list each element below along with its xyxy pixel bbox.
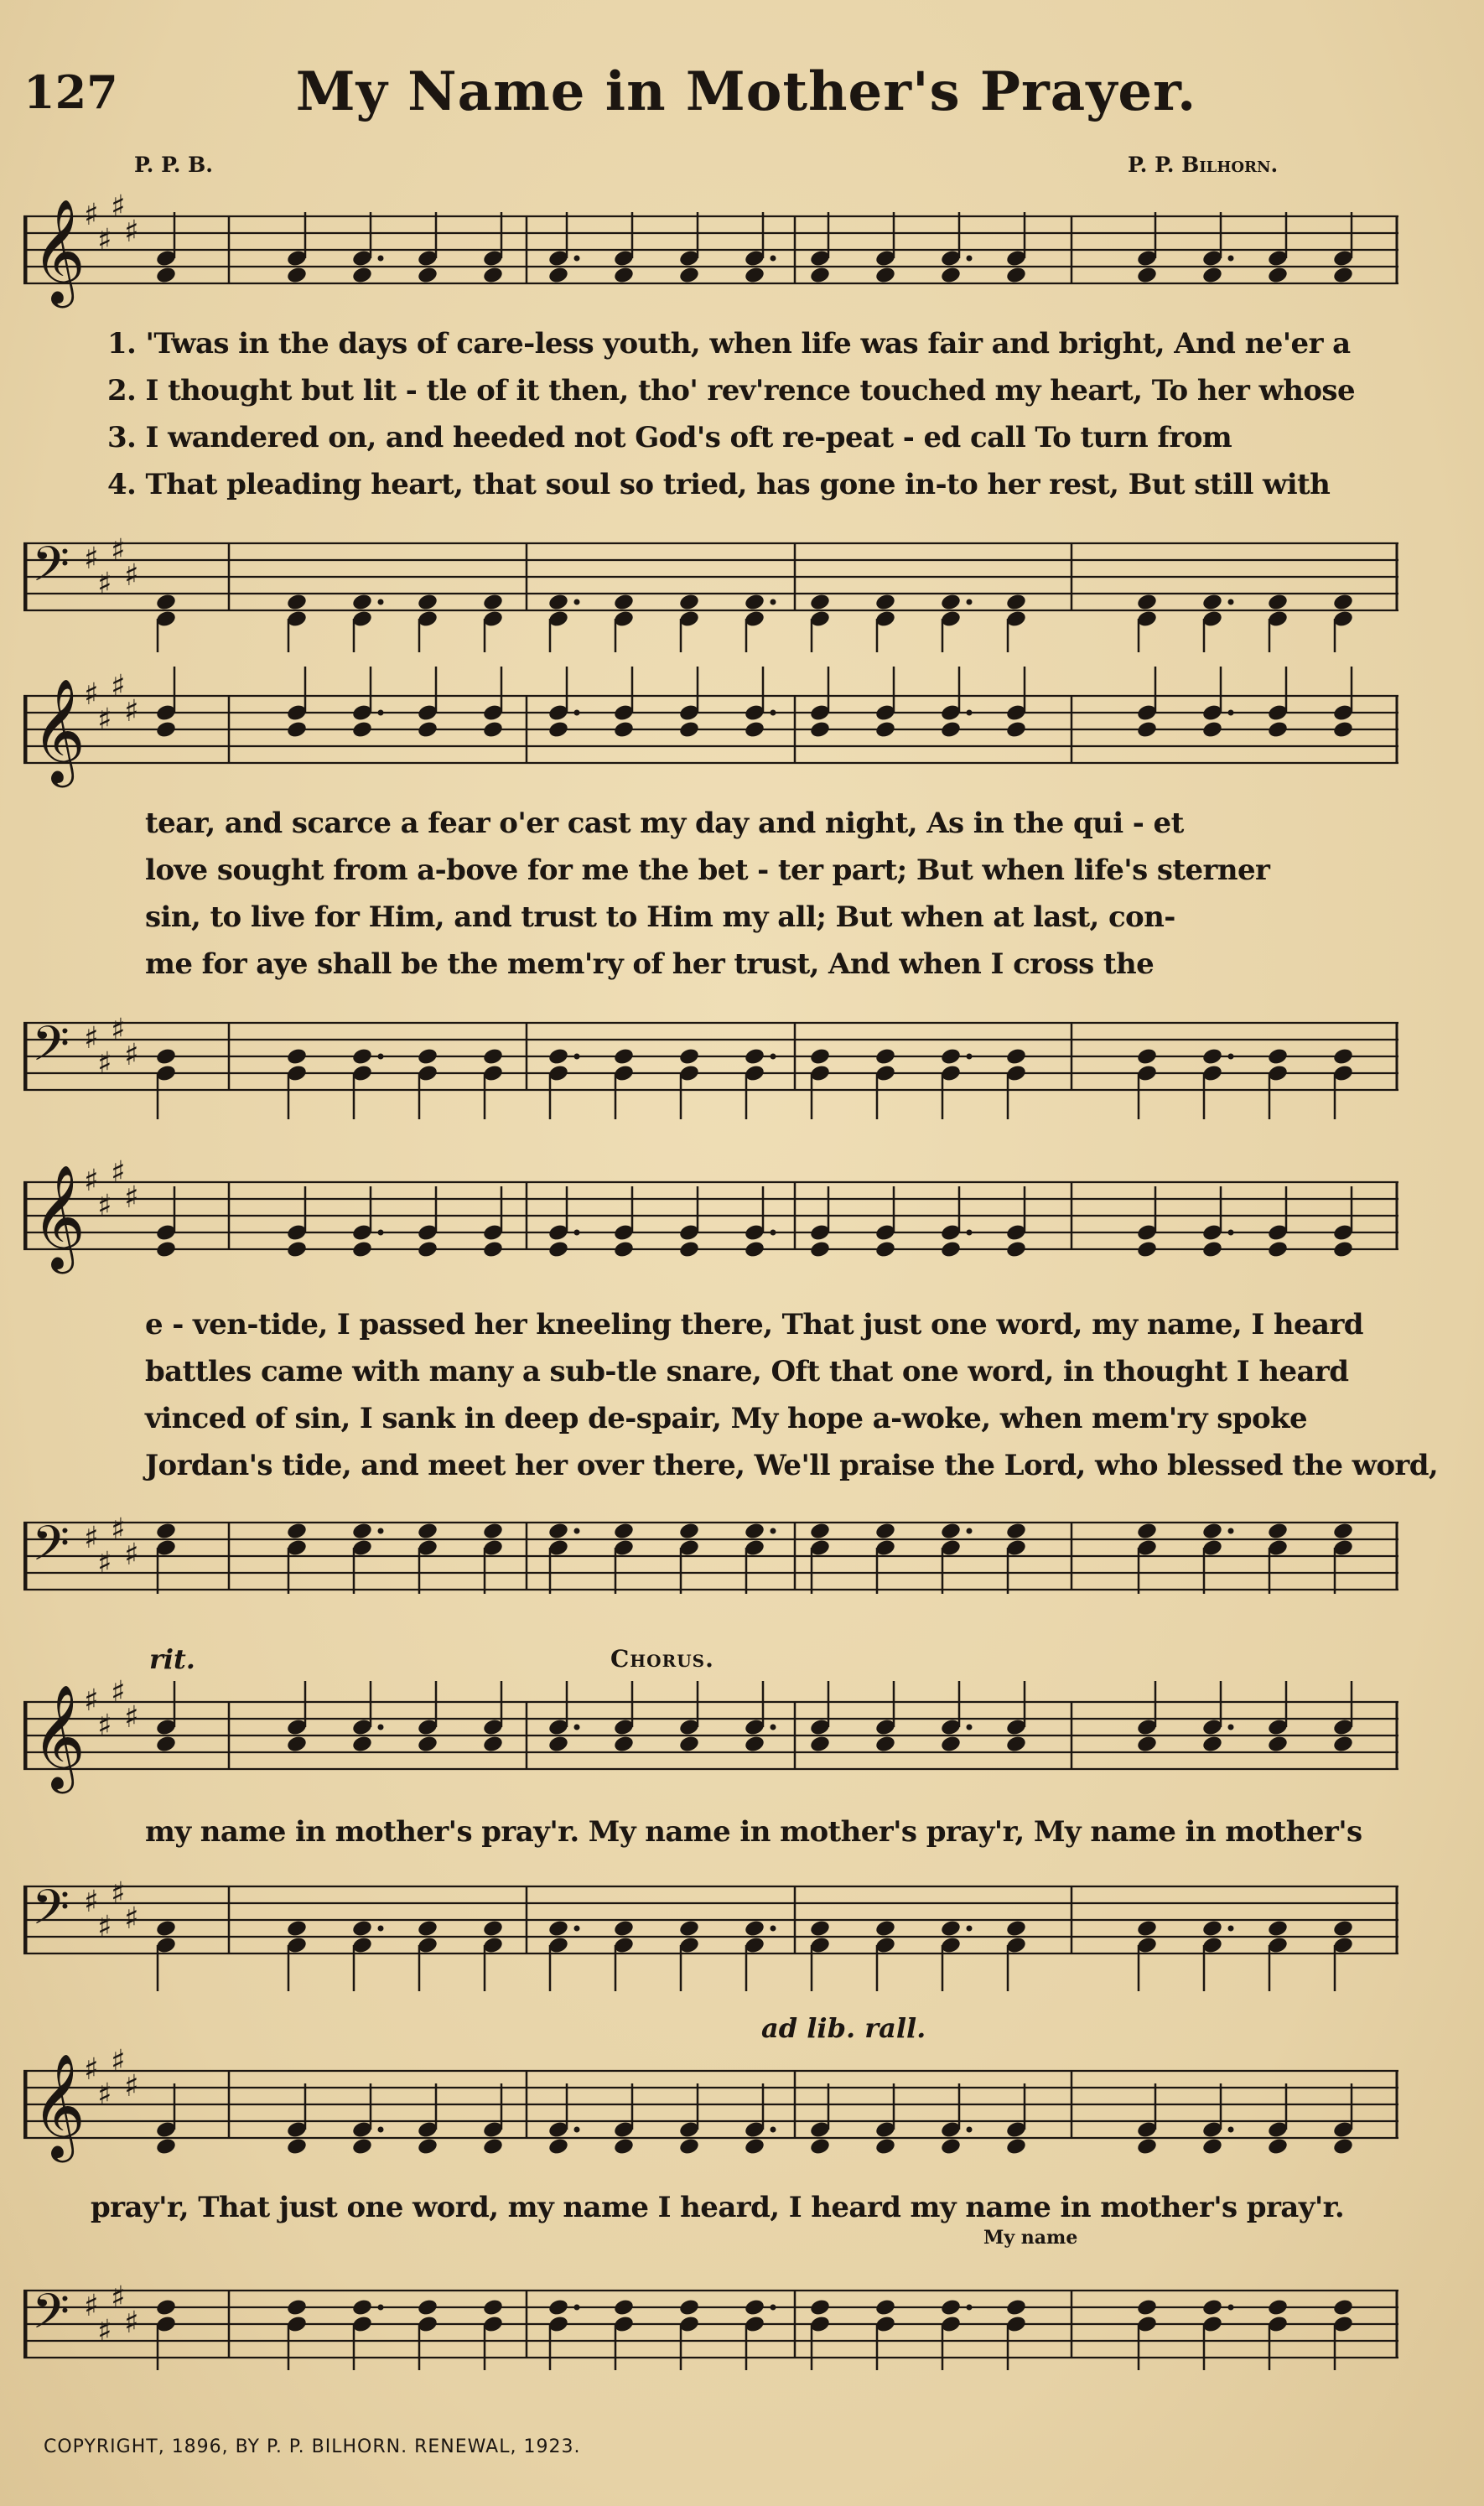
sharp-icon: ♯: [124, 1180, 139, 1215]
hymn-title: My Name in Mother's Prayer.: [295, 60, 1197, 123]
verse-4-line-2: me for aye shall be the mem'ry of her trust, And when I cross the: [145, 947, 1155, 981]
sharp-icon: ♯: [111, 2280, 126, 2315]
sharp-icon: ♯: [124, 1700, 139, 1735]
sharp-icon: ♯: [97, 1546, 112, 1580]
treble-staff-2: [23, 662, 1398, 805]
verse-2-line-2: love sought from a-bove for me the bet - ter part; But when life's sterner: [145, 853, 1270, 887]
verse-4-line-1: 4. That pleading heart, that soul so tried, has gone in-to her rest, But still with: [107, 468, 1331, 501]
bass-staff-3: [23, 1489, 1398, 1632]
sharp-icon: ♯: [124, 2306, 139, 2340]
sharp-icon: ♯: [97, 1189, 112, 1223]
verse-1-line-1: 1. 'Twas in the days of care-less youth, when life was fair and bright, And ne'er a: [107, 327, 1351, 361]
bass-staff-4: [23, 1853, 1398, 1995]
sharp-icon: ♯: [124, 2069, 139, 2104]
sharp-icon: ♯: [84, 198, 99, 232]
bass-staff-5: [23, 2257, 1398, 2400]
music-system-3: [23, 1149, 1439, 1618]
bass-clef-icon: 𝄢: [32, 2283, 70, 2352]
sharp-icon: ♯: [84, 1885, 99, 1919]
treble-clef-icon: 𝄞: [32, 678, 86, 783]
treble-clef-icon: 𝄞: [32, 1165, 86, 1269]
chorus-label: Chorus.: [610, 1645, 714, 1673]
sharp-icon: ♯: [111, 1512, 126, 1547]
music-system-4: [23, 1643, 1398, 1995]
ad-lib-marking: ad lib. rall.: [761, 2012, 926, 2044]
sharp-icon: ♯: [84, 1164, 99, 1198]
refrain-line-1: my name in mother's pray'r. My name in mother's pray'r, My name in mother's: [145, 1815, 1362, 1849]
verse-3-line-3: vinced of sin, I sank in deep de-spair, My hope a-woke, when mem'ry spoke: [145, 1402, 1308, 1435]
verse-2-line-3: battles came with many a sub-tle snare, Oft that one word, in thought I heard: [145, 1355, 1349, 1388]
treble-staff-4: [23, 1668, 1398, 1811]
sharp-icon: ♯: [111, 2044, 126, 2078]
verse-3-line-2: sin, to live for Him, and trust to Him my all; But when at last, con-: [145, 900, 1175, 934]
bass-clef-icon: 𝄢: [32, 1515, 70, 1584]
sharp-icon: ♯: [84, 1684, 99, 1718]
sharp-icon: ♯: [97, 1709, 112, 1743]
sharp-icon: ♯: [124, 1902, 139, 1936]
sharp-icon: ♯: [124, 1038, 139, 1072]
sharp-icon: ♯: [111, 533, 126, 568]
sharp-icon: ♯: [111, 189, 126, 224]
sharp-icon: ♯: [124, 1538, 139, 1572]
sharp-icon: ♯: [84, 542, 99, 576]
verse-2-line-1: 2. I thought but lit - tle of it then, tho' rev'rence touched my heart, To her whose: [107, 374, 1355, 407]
bass-staff-1: [23, 510, 1398, 652]
sharp-icon: ♯: [111, 1155, 126, 1190]
verse-1-line-2: tear, and scarce a fear o'er cast my day and night, As in the qui - et: [145, 807, 1184, 840]
sharp-icon: ♯: [124, 215, 139, 249]
sharp-icon: ♯: [84, 1521, 99, 1555]
verse-4-line-3: Jordan's tide, and meet her over there, We'll praise the Lord, who blessed the word,: [145, 1449, 1439, 1482]
sharp-icon: ♯: [84, 2289, 99, 2323]
treble-staff-5: [23, 2037, 1398, 2180]
lyricist-credit: P. P. B.: [134, 153, 213, 177]
sharp-icon: ♯: [111, 1876, 126, 1911]
sharp-icon: ♯: [97, 2314, 112, 2348]
music-system-1: [23, 183, 1398, 619]
sharp-icon: ♯: [84, 677, 99, 712]
composer-credit: P. P. Bilhorn.: [1128, 153, 1279, 177]
sharp-icon: ♯: [97, 703, 112, 737]
sharp-icon: ♯: [84, 2052, 99, 2087]
bass-clef-icon: 𝄢: [32, 536, 70, 604]
verse-3-line-1: 3. I wandered on, and heeded not God's oft re-peat - ed call To turn from: [107, 421, 1232, 454]
sharp-icon: ♯: [97, 223, 112, 257]
hymn-number: 127: [23, 65, 118, 119]
sharp-icon: ♯: [111, 669, 126, 703]
treble-staff-1: [23, 183, 1398, 325]
sharp-icon: ♯: [97, 2078, 112, 2112]
treble-staff-3: [23, 1149, 1398, 1308]
treble-clef-icon: 𝄞: [32, 199, 86, 304]
refrain-line-2: pray'r, That just one word, my name I heard, I heard my name in mother's pray'r.: [91, 2191, 1345, 2224]
music-system-5: [23, 2012, 1398, 2406]
treble-clef-icon: 𝄞: [32, 1684, 86, 1789]
sharp-icon: ♯: [124, 694, 139, 729]
bass-staff-2: [23, 989, 1398, 1132]
copyright-notice: COPYRIGHT, 1896, BY P. P. BILHORN. RENEWAL, 1923.: [44, 2436, 581, 2457]
sharp-icon: ♯: [84, 1021, 99, 1056]
sharp-icon: ♯: [111, 1675, 126, 1710]
sharp-icon: ♯: [97, 567, 112, 601]
sharp-icon: ♯: [97, 1910, 112, 1944]
bass-clef-icon: 𝄢: [32, 1015, 70, 1084]
music-system-2: [23, 662, 1398, 1115]
bass-clef-icon: 𝄢: [32, 1879, 70, 1948]
verse-1-line-3: e - ven-tide, I passed her kneeling there, That just one word, my name, I heard: [145, 1308, 1363, 1341]
refrain-echo: My name: [983, 2227, 1078, 2249]
treble-clef-icon: 𝄞: [32, 2053, 86, 2158]
sharp-icon: ♯: [124, 558, 139, 593]
sharp-icon: ♯: [97, 1046, 112, 1081]
rit-marking: rit.: [149, 1643, 195, 1675]
sharp-icon: ♯: [111, 1013, 126, 1047]
